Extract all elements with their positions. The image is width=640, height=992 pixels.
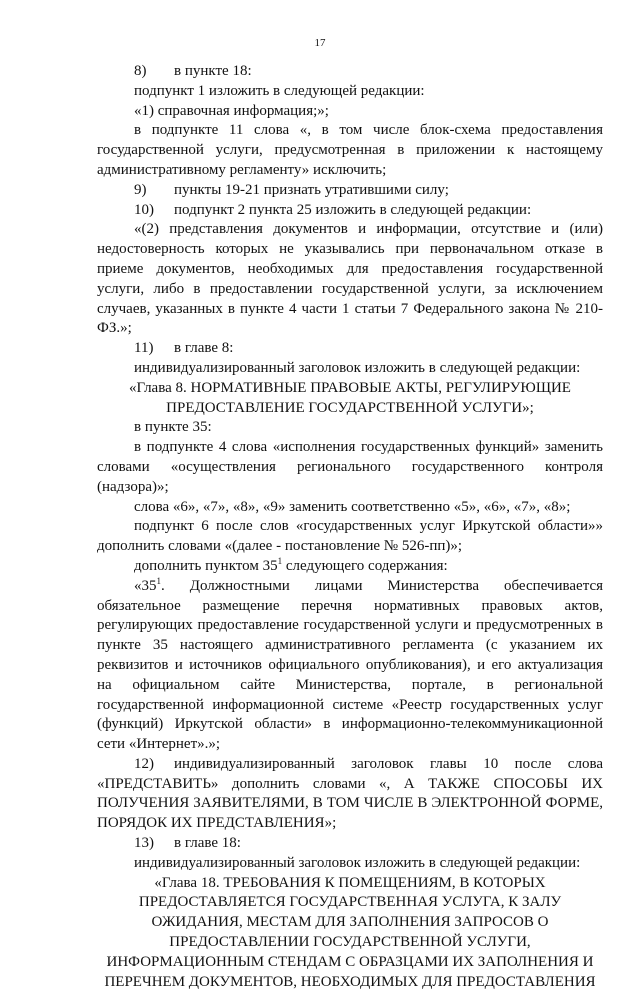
chapter-heading-line: ИНФОРМАЦИОННЫМ СТЕНДАМ С ОБРАЗЦАМИ ИХ ЗАПОЛНЕНИЯ И: [106, 953, 594, 970]
chapter-heading-line: ПРЕДОСТАВЛЯЕТСЯ ГОСУДАРСТВЕННАЯ УСЛУГА, К ЗАЛУ: [138, 894, 562, 911]
text-run: следующего содержания:: [282, 557, 448, 574]
chapter-heading-line: «Глава 18. ТРЕБОВАНИЯ К ПОМЕЩЕНИЯМ, В КОТОРЫХ: [154, 874, 546, 891]
text-run: дополнить пунктом 35: [134, 557, 278, 574]
superscript: 1: [156, 575, 161, 586]
chapter-heading-line: ПРЕДОСТАВЛЕНИЕ ГОСУДАРСТВЕННОЙ УСЛУГИ»;: [166, 399, 534, 416]
paragraph: подпункт 1 изложить в следующей редакции:: [134, 82, 425, 99]
text-run: . Должностными лицами Министерства обеспечивается обязательное размещение перечня нормативных правовых актов, регулирующих предоставление государственной услуги и предусмотренных в пункте 35 настоящего административного регламента (с указанием их реквизитов и источников официального опубликования), и его актуализация на официальном сайте Министерства, портале, в региональной государственной информационной системе «Реестр государственных услуг (функций) Иркутской области» в информационно-телекоммуникационной сети «Интернет».»;: [97, 577, 603, 753]
paragraph: подпункт 6 после слов «государственных услуг Иркутской области»» дополнить словами «(далее - постановление № 526-пп)»;: [97, 518, 603, 555]
paragraph: «1) справочная информация;»;: [134, 102, 329, 119]
text-run: «35: [134, 577, 157, 594]
paragraph: [97, 557, 603, 577]
paragraph: в подпункте 4 слова «исполнения государственных функций» заменить словами «осуществления регионального государственного контроля (надзора)»;: [97, 439, 603, 495]
item-number: 8): [134, 63, 147, 79]
list-item-11: [97, 339, 603, 359]
document-body: [97, 62, 603, 992]
paragraph: в пункте 35:: [134, 419, 212, 436]
chapter-heading-line: ПРЕДОСТАВЛЕНИИ ГОСУДАРСТВЕННОЙ УСЛУГИ,: [169, 934, 531, 951]
paragraph: индивидуализированный заголовок изложить в следующей редакции:: [134, 854, 581, 871]
item-text: пункты 19-21 признать утратившими силу;: [174, 181, 449, 198]
item-text: в главе 8:: [174, 340, 234, 357]
chapter-heading-line: «Глава 8. НОРМАТИВНЫЕ ПРАВОВЫЕ АКТЫ, РЕГУЛИРУЮЩИЕ: [129, 379, 571, 396]
paragraph: индивидуализированный заголовок изложить в следующей редакции:: [134, 359, 581, 376]
page-number: 17: [314, 37, 326, 49]
item-text: индивидуализированный заголовок главы 10 после слова «ПРЕДСТАВИТЬ» дополнить словами «, А ТАКЖЕ СПОСОБЫ ИХ ПОЛУЧЕНИЯ ЗАЯВИТЕЛЯМИ, В ТОМ ЧИСЛЕ В ЭЛЕКТРОННОЙ ФОРМЕ, ПОРЯДОК ИХ ПРЕДСТАВЛЕНИЯ»;: [97, 755, 603, 832]
paragraph: [97, 577, 603, 755]
item-number: 10): [134, 201, 154, 218]
superscript: 1: [277, 555, 283, 566]
paragraph: «(2) представления документов и информации, отсутствие и (или) недостоверность которых не указывались при первоначальном отказе в приеме документов, необходимых для предоставления государственной услуги, либо в предоставлении государственной услуги, за исключением случаев, указанных в пункте 4 части 1 статьи 7 Федерального закона № 210-ФЗ.»;: [97, 221, 603, 337]
list-item-13: [97, 834, 603, 854]
chapter-heading-line: ПЕРЕЧНЕМ ДОКУМЕНТОВ, НЕОБХОДИМЫХ ДЛЯ ПРЕДОСТАВЛЕНИЯ: [104, 973, 596, 990]
item-text: в главе 18:: [174, 835, 241, 852]
item-number: 13): [134, 835, 154, 852]
list-item-10: [97, 201, 603, 221]
item-number: 12): [134, 755, 154, 772]
paragraph: в подпункте 11 слова «, в том числе блок-схема предоставления государственной услуги, предусмотренная в приложении к настоящему административному регламенту» исключить;: [97, 122, 603, 178]
item-number: 11): [134, 340, 154, 357]
chapter-heading-line: ОЖИДАНИЯ, МЕСТАМ ДЛЯ ЗАПОЛНЕНИЯ ЗАПРОСОВ О: [151, 914, 549, 931]
list-item-9: [97, 181, 603, 201]
list-item-12: [97, 755, 603, 834]
paragraph: слова «6», «7», «8», «9» заменить соответственно «5», «6», «7», «8»;: [134, 498, 571, 515]
item-text: в пункте 18:: [174, 63, 252, 79]
item-number: 9): [134, 181, 147, 198]
item-text: подпункт 2 пункта 25 изложить в следующей редакции:: [174, 201, 532, 218]
list-item-8: [97, 62, 603, 82]
